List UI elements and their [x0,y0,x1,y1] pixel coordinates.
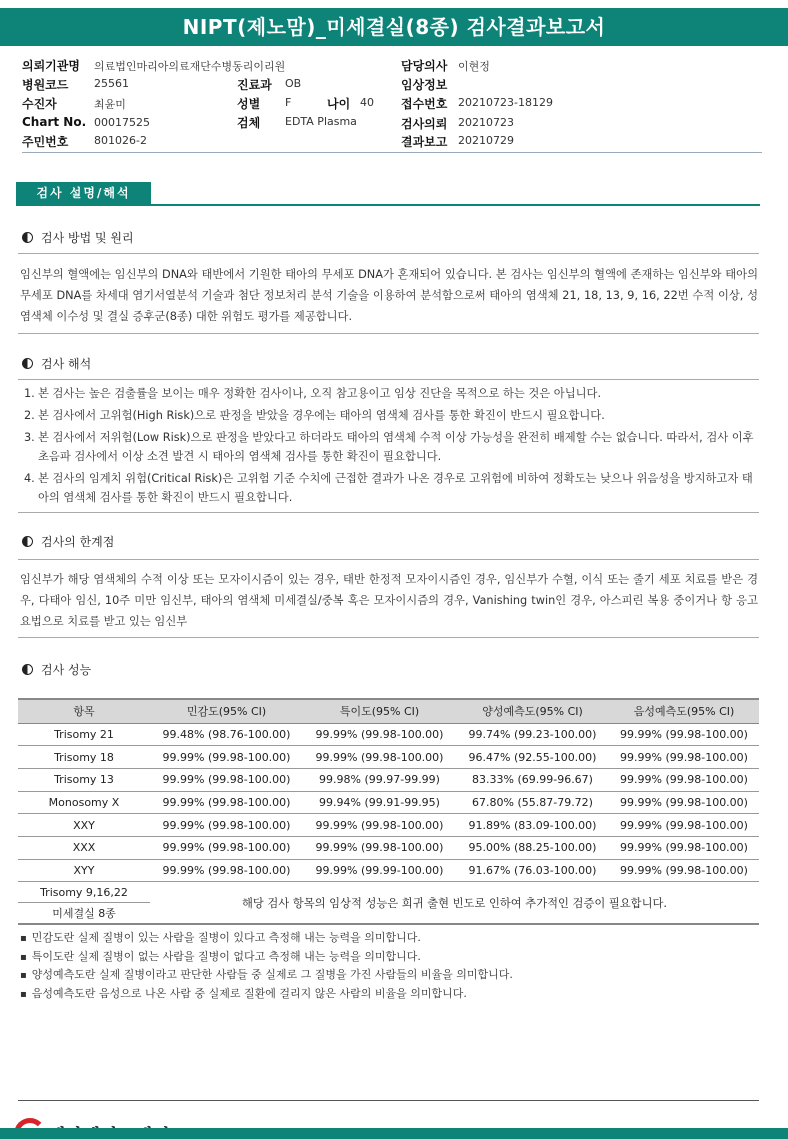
dept-value: OB [285,77,302,90]
patient-info [0,0,788,170]
limits-heading [22,533,114,550]
method-divider [18,253,759,254]
half-circle-icon [22,664,33,675]
table-cell: 99.48% (98.76-100.00) [150,723,303,746]
interpretation-divider [18,379,759,380]
table-cell: 99.99% (99.98-100.00) [609,723,759,746]
table-cell: 99.94% (99.91-99.95) [303,791,456,814]
header-ppv: 양성예측도(95% CI) [456,699,609,723]
table-cell: 99.99% (99.98-100.00) [150,791,303,814]
header-specificity: 특이도(95% CI) [303,699,456,723]
method-bottom-divider [18,333,759,334]
table-cell: 99.99% (99.98-100.00) [150,836,303,859]
table-cell: XYY [18,859,150,882]
dept-label: 진료과 [237,78,272,92]
rrn-value: 801026-2 [94,134,147,147]
limits-divider [18,559,759,560]
institution-value: 의료법인마리아의료재단수병동리이리원 [94,60,286,73]
performance-table [18,698,759,925]
table-cell: 99.74% (99.23-100.00) [456,723,609,746]
limits-heading-text: 검사의 한계점 [41,535,115,549]
performance-note-cell: 해당 검사 항목의 임상적 성능은 희귀 출현 빈도로 인하여 추가적인 검증이 필요합니다. [150,882,759,924]
half-circle-icon [22,232,33,243]
section-tab: 검사 설명/해석 [16,182,151,204]
list-item-text: 본 검사에서 고위험(High Risk)으로 판정을 받았을 경우에는 태아의 염색체 검사를 통한 확진이 반드시 필요합니다. [38,409,605,422]
table-cell: 99.98% (99.97-99.99) [303,768,456,791]
table-cell: 99.99% (99.98-100.00) [609,859,759,882]
interpretation-heading [22,355,91,372]
table-row [18,746,759,769]
method-heading [22,229,134,246]
specimen-value: EDTA Plasma [285,115,357,128]
hospital-code-value: 25561 [94,77,129,90]
list-item [24,384,758,403]
age-label: 나이 [327,97,351,111]
table-cell: 99.99% (99.98-100.00) [303,814,456,837]
table-cell: Trisomy 13 [18,768,150,791]
table-cell: XXX [18,836,150,859]
footer-bar [0,1128,788,1139]
age-value: 40 [360,96,374,109]
table-row [18,882,759,903]
table-cell: 91.67% (76.03-100.00) [456,859,609,882]
table-cell: 99.99% (99.98-100.00) [150,746,303,769]
table-cell: 99.99% (99.98-100.00) [303,723,456,746]
method-heading-text: 검사 방법 및 원리 [41,231,134,245]
half-circle-icon [22,536,33,547]
list-item-number: 3. [24,431,35,444]
info-divider [22,152,762,153]
interpretation-heading-text: 검사 해석 [41,357,92,371]
note-item: ▪ 특이도란 실제 질병이 없는 사람을 질병이 없다고 측정해 내는 능력을 의미합니다. [20,948,513,967]
sex-label: 성별 [237,97,261,111]
limits-body: 임신부가 해당 염색체의 수적 이상 또는 모자이시즘이 있는 경우, 태반 한정적 모자이시즘인 경우, 임신부가 수혈, 이식 또는 줄기 세포 치료를 받은 경우, 다태아 임신, 10주 미만 임신부, 태아의 염색체 미세결실/중복 혹은 모자이시즘의 경우, Vanishing twin인 경우, 아스피린 복용 중이거나 항 응고 요법으로 치료를 받고 있는 임신부 [20,573,758,628]
table-cell: 95.00% (88.25-100.00) [456,836,609,859]
report-title: NIPT(제노맘)_미세결실(8종) 검사결과보고서 [0,8,788,46]
list-item-text: 본 검사의 임계치 위험(Critical Risk)은 고위험 기준 수치에 근접한 결과가 나온 경우로 고위험에 비하여 정확도는 낮으나 위음성을 방지하고자 태아의 염색체 검사를 통한 확진이 반드시 필요합니다. [38,472,753,504]
doctor-value: 이현정 [458,60,490,73]
list-item-number: 4. [24,472,35,485]
header-sensitivity: 민감도(95% CI) [150,699,303,723]
table-row [18,859,759,882]
table-cell: 99.99% (99.98-100.00) [150,859,303,882]
sex-value: F [285,96,292,109]
receipt-label: 접수번호 [401,97,448,111]
table-cell: 99.99% (99.98-100.00) [150,768,303,791]
half-circle-icon [22,358,33,369]
chart-value: 00017525 [94,116,150,129]
table-cell: Trisomy 21 [18,723,150,746]
list-item-number: 1. [24,387,35,400]
clinical-label: 임상정보 [401,78,448,92]
table-cell: 67.80% (55.87-79.72) [456,791,609,814]
examinee-value: 최윤미 [94,98,126,111]
table-cell: Monosomy X [18,791,150,814]
interpretation-list [24,384,758,510]
hospital-code-label: 병원코드 [22,78,69,92]
result-label: 결과보고 [401,135,448,149]
table-cell: XXY [18,814,150,837]
table-cell: 91.89% (83.09-100.00) [456,814,609,837]
request-value: 20210723 [458,116,514,129]
table-cell: 99.99% (99.98-100.00) [303,836,456,859]
header-npv: 음성예측도(95% CI) [609,699,759,723]
table-cell: 99.99% (99.98-100.00) [609,791,759,814]
list-item [24,469,758,507]
performance-heading [22,661,91,678]
table-header-row [18,699,759,723]
table-cell: 99.99% (99.98-100.00) [609,768,759,791]
institution-label: 의뢰기관명 [22,59,80,73]
request-label: 검사의뢰 [401,117,448,131]
table-cell: 99.99% (99.98-100.00) [150,814,303,837]
table-cell: 99.99% (99.98-100.00) [609,746,759,769]
method-body: 임신부의 혈액에는 임신부의 DNA와 태반에서 기원한 태아의 무세포 DNA가 혼재되어 있습니다. 본 검사는 임신부의 혈액에 존재하는 임신부와 태아의 무세포 DNA를 차세대 염기서열분석 기술과 첨단 정보처리 분석 기술을 이용하여 분석함으로써 태아의 염색체 21, 18, 13, 9, 16, 22번 수적 이상, 성염색체 이수성 및 결실 증후군(8종) 대한 위험도 평가를 제공합니다. [20,268,758,323]
table-cell: 99.99% (99.98-100.00) [609,814,759,837]
table-row [18,814,759,837]
specimen-label: 검체 [237,116,261,130]
table-cell: 96.47% (92.55-100.00) [456,746,609,769]
list-item-text: 본 검사에서 저위험(Low Risk)으로 판정을 받았다고 하더라도 태아의 염색체 수적 이상 가능성을 완전히 배제할 수는 없습니다. 따라서, 검사 이후 초음파 검사에서 이상 소견 발견 시 태아의 염색체 검사를 통한 확진이 필요합니다. [38,431,754,463]
limits-bottom-divider [18,637,759,638]
table-cell: 미세결실 8종 [18,903,150,924]
rrn-label: 주민번호 [22,135,69,149]
table-cell: 99.99% (99.98-100.00) [303,746,456,769]
table-row [18,768,759,791]
note-item: ▪ 민감도란 실제 질병이 있는 사람을 질병이 있다고 측정해 내는 능력을 의미합니다. [20,929,513,948]
performance-heading-text: 검사 성능 [41,663,92,677]
table-cell: 99.99% (99.99-100.00) [303,859,456,882]
definition-notes [20,929,513,1003]
section-rule [16,204,760,206]
footer-divider [18,1100,759,1101]
receipt-value: 20210723-18129 [458,96,553,109]
note-item: ▪ 양성예측도란 실제 질병이라고 판단한 사람들 중 실제로 그 질병을 가진 사람들의 비율을 의미합니다. [20,966,513,985]
result-value: 20210729 [458,134,514,147]
table-cell: 83.33% (69.99-96.67) [456,768,609,791]
table-cell: Trisomy 9,16,22 [18,882,150,903]
list-item [24,406,758,425]
list-item-text: 본 검사는 높은 검출률을 보이는 매우 정확한 검사이나, 오직 참고용이고 임상 진단을 목적으로 하는 것은 아닙니다. [38,387,602,400]
header-item: 항목 [18,699,150,723]
list-item [24,428,758,466]
table-row [18,836,759,859]
examinee-label: 수진자 [22,97,57,111]
interpretation-bottom-divider [18,512,759,513]
table-row [18,723,759,746]
table-row [18,791,759,814]
note-item: ▪ 음성예측도란 음성으로 나온 사람 중 실제로 질환에 걸리지 않은 사람의 비율을 의미합니다. [20,985,513,1004]
list-item-number: 2. [24,409,35,422]
section-header [16,182,760,208]
doctor-label: 담당의사 [401,59,448,73]
table-cell: Trisomy 18 [18,746,150,769]
chart-label: Chart No. [22,115,87,129]
table-cell: 99.99% (99.98-100.00) [609,836,759,859]
